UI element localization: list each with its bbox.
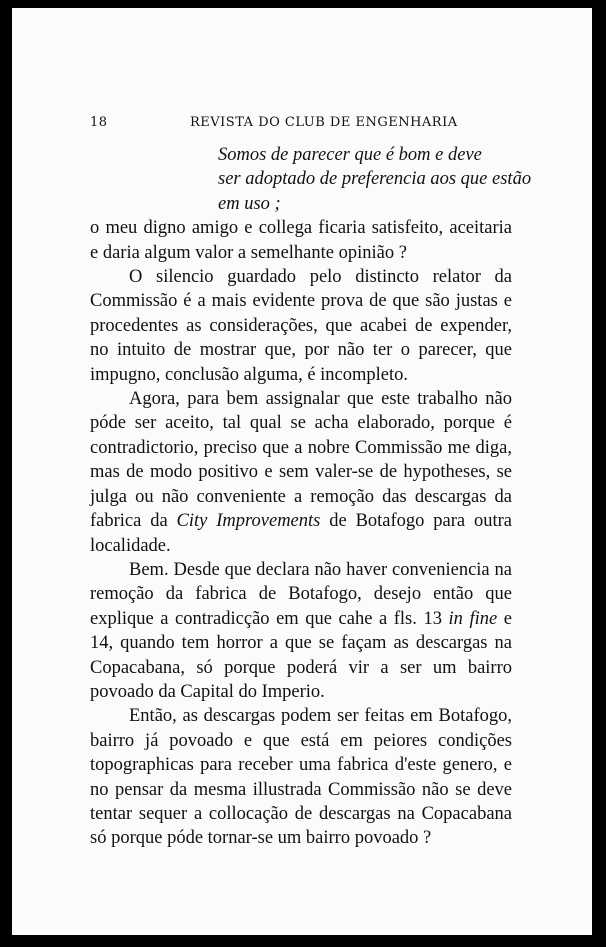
paragraph-text: de Botafogo para outra localidade. (90, 511, 512, 556)
paragraph (90, 387, 512, 558)
quote-line: em uso ; (218, 193, 281, 214)
paragraph: O silencio guardado pelo distincto relator da Commissão é a mais evidente prova de que são justas e procedentes as considerações, que acabei de expender, no intuito de mostrar que, por não ter o parecer, que impugno, conclusão alguma, é incompleto. (90, 267, 512, 385)
quote-line: Somos de parecer que é bom e deve (218, 145, 482, 165)
page-body (90, 143, 532, 851)
paragraph: Então, as descargas podem ser feitas em Botafogo, bairro já povoado e que está em peiores condições topographicas para receber uma fabrica d'este genero, e no pensar da mesma illustrada Commissão não se deve tentar sequer a collocação de descargas na Copacabana só porque póde tornar-se um bairro povoado ? (90, 706, 512, 849)
quote-line: ser adoptado de preferencia aos que estão (218, 169, 532, 190)
italic-term: City Improvements (176, 511, 321, 532)
paragraph-continuation: o meu digno amigo e collega ficaria satisfeito, aceitaria e daria algum valor a semelhante opinião ? (90, 218, 512, 263)
book-page (12, 8, 592, 935)
italic-term: in fine (448, 608, 498, 629)
page-number: 18 (90, 115, 108, 130)
quoted-opinion (218, 143, 532, 216)
paragraph-text: Bem. Desde que declara não haver conveniencia na remoção da fabrica de Botafogo, desejo então que explique a contradicção em que cahe a fls. 13 (90, 559, 512, 629)
paragraph-text: Agora, para bem assignalar que este trabalho não póde ser aceito, tal qual se acha elaborado, porque é contradictorio, preciso que a nobre Commissão me diga, mas de modo positivo e sem valer-se de hypotheses, se julga ou não conveniente a remoção das descargas da fabrica da (90, 389, 512, 532)
paragraph (90, 558, 512, 704)
running-title: REVISTA DO CLUB DE ENGENHARIA (190, 115, 458, 130)
paragraph-text: e 14, quando tem horror a que se façam as descargas na Copacabana, só porque poderá vir a ser um bairro povoado da Capital do Imperio. (90, 608, 512, 702)
